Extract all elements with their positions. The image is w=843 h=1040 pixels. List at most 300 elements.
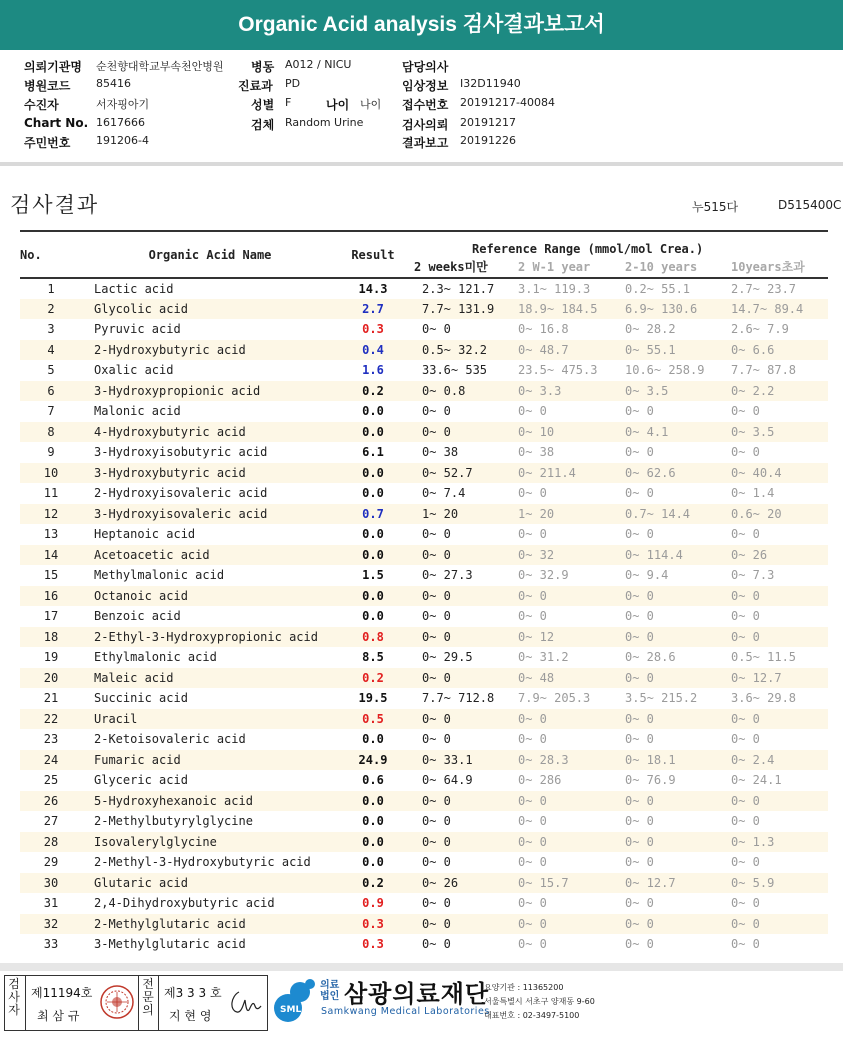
row-no: 7: [47, 404, 55, 419]
row-ref-2w-1y: 1~ 20: [518, 506, 555, 521]
row-result: 19.5: [358, 691, 388, 706]
row-ref-2weeks: 0~ 38: [422, 445, 459, 460]
row-result: 0.0: [362, 547, 384, 562]
row-name: 2-Methylglutaric acid: [94, 916, 246, 931]
sig-divider-2: [138, 976, 139, 1030]
row-ref-2-10y: 10.6~ 258.9: [625, 363, 705, 378]
row-result: 0.9: [362, 896, 384, 911]
row-no: 8: [47, 424, 55, 439]
row-no: 17: [43, 609, 59, 624]
table-row: [20, 791, 828, 812]
row-ref-2w-1y: 0~ 0: [518, 486, 547, 501]
chart-no-value: 1617666: [96, 116, 145, 129]
table-row: [20, 688, 828, 709]
row-result: 8.5: [362, 650, 384, 665]
row-ref-2weeks: 0~ 0: [422, 609, 451, 624]
row-ref-2weeks: 0~ 0: [422, 404, 451, 419]
row-result: 0.0: [362, 609, 384, 624]
row-result: 24.9: [358, 752, 388, 767]
row-no: 6: [47, 383, 55, 398]
examiner-label: 검사자: [8, 977, 20, 1017]
row-ref-2w-1y: 0~ 0: [518, 937, 547, 952]
row-ref-2weeks: 33.6~ 535: [422, 363, 488, 378]
row-ref-2weeks: 0~ 26: [422, 875, 459, 890]
row-ref-10y-plus: 7.7~ 87.8: [731, 363, 797, 378]
row-ref-2-10y: 0~ 28.2: [625, 322, 676, 337]
row-name: Malonic acid: [94, 404, 181, 419]
row-result: 0.8: [362, 629, 384, 644]
row-no: 18: [43, 629, 59, 644]
row-result: 0.3: [362, 937, 384, 952]
row-name: Uracil: [94, 711, 138, 726]
row-ref-10y-plus: 0~ 0: [731, 937, 760, 952]
row-ref-10y-plus: 0~ 0: [731, 404, 760, 419]
row-no: 1: [47, 281, 55, 296]
lab-address: 서울특별시 서초구 양재동 9-60: [484, 997, 595, 1006]
table-row: [20, 381, 828, 402]
lab-logo-icon: [272, 974, 322, 1026]
row-ref-2-10y: 0~ 0: [625, 855, 654, 870]
hospital-code-label: 병원코드: [24, 79, 71, 93]
row-no: 11: [43, 486, 59, 501]
institution-label: 의뢰기관명: [24, 60, 82, 74]
row-no: 28: [43, 834, 59, 849]
row-result: 0.0: [362, 486, 384, 501]
row-result: 1.5: [362, 568, 384, 583]
row-name: Isovalerylglycine: [94, 834, 217, 849]
row-name: 2-Hydroxyisovaleric acid: [94, 486, 268, 501]
row-no: 21: [43, 691, 59, 706]
row-no: 3: [47, 322, 55, 337]
row-result: 0.0: [362, 814, 384, 829]
table-row: [20, 729, 828, 750]
row-ref-2w-1y: 0~ 48: [518, 670, 555, 685]
receipt-no-label: 접수번호: [402, 98, 449, 112]
row-ref-2weeks: 0~ 52.7: [422, 465, 473, 480]
table-row: [20, 319, 828, 340]
table-row: [20, 278, 828, 299]
row-ref-2weeks: 2.3~ 121.7: [422, 281, 495, 296]
row-ref-10y-plus: 0~ 2.4: [731, 752, 775, 767]
table-row: [20, 647, 828, 668]
report-title: Organic Acid analysis 검사결과보고서: [0, 0, 843, 50]
row-ref-2weeks: 0~ 27.3: [422, 568, 473, 583]
table-row: [20, 709, 828, 730]
row-ref-2weeks: 0~ 0: [422, 814, 451, 829]
col-header-ref-2-10y: 2-10 years: [615, 256, 721, 278]
row-name: Benzoic acid: [94, 609, 181, 624]
row-ref-2w-1y: 0~ 38: [518, 445, 555, 460]
row-no: 33: [43, 937, 59, 952]
row-name: 3-Hydroxyisobutyric acid: [94, 445, 268, 460]
row-ref-2-10y: 0~ 0: [625, 445, 654, 460]
col-header-ref-10y-plus: 10years초과: [721, 256, 828, 278]
row-ref-2weeks: 0~ 0: [422, 629, 451, 644]
col-header-reference-range: Reference Range (mmol/mol Crea.): [472, 242, 704, 256]
row-no: 23: [43, 732, 59, 747]
col-header-ref-2weeks: 2 weeks미만: [408, 256, 508, 278]
row-ref-2w-1y: 0~ 12: [518, 629, 555, 644]
row-no: 4: [47, 342, 55, 357]
row-ref-10y-plus: 0~ 5.9: [731, 875, 775, 890]
row-ref-2w-1y: 18.9~ 184.5: [518, 301, 598, 316]
row-result: 2.7: [362, 301, 384, 316]
table-row: [20, 852, 828, 873]
row-ref-10y-plus: 0~ 26: [731, 547, 768, 562]
table-row: [20, 770, 828, 791]
lab-english-name: Samkwang Medical Laboratories: [321, 1006, 490, 1017]
row-ref-2-10y: 0~ 0: [625, 937, 654, 952]
row-ref-2-10y: 0~ 55.1: [625, 342, 676, 357]
row-ref-2-10y: 0~ 0: [625, 732, 654, 747]
row-ref-2weeks: 0~ 29.5: [422, 650, 473, 665]
chart-no-label: Chart No.: [24, 116, 89, 130]
row-ref-2weeks: 0~ 0: [422, 670, 451, 685]
row-name: Maleic acid: [94, 670, 174, 685]
row-ref-2weeks: 0~ 0: [422, 896, 451, 911]
row-result: 0.7: [362, 506, 384, 521]
row-ref-10y-plus: 0~ 0: [731, 445, 760, 460]
row-ref-2-10y: 0~ 0: [625, 588, 654, 603]
row-ref-2w-1y: 0~ 0: [518, 896, 547, 911]
department-label: 진료과: [238, 79, 273, 93]
row-ref-2-10y: 0~ 0: [625, 609, 654, 624]
col-header-no: No.: [20, 231, 82, 278]
info-divider: [0, 162, 843, 166]
row-result: 6.1: [362, 445, 384, 460]
row-ref-2w-1y: 0~ 31.2: [518, 650, 569, 665]
row-ref-2w-1y: 0~ 15.7: [518, 875, 569, 890]
row-ref-10y-plus: 2.6~ 7.9: [731, 322, 789, 337]
row-ref-10y-plus: 0~ 0: [731, 916, 760, 931]
row-ref-2w-1y: 0~ 32: [518, 547, 555, 562]
row-ref-10y-plus: 0~ 0: [731, 855, 760, 870]
table-row: [20, 586, 828, 607]
row-result: 0.5: [362, 711, 384, 726]
row-no: 30: [43, 875, 59, 890]
signature-box: [4, 975, 268, 1031]
table-row: [20, 893, 828, 914]
resident-no-value: 191206-4: [96, 134, 149, 147]
row-ref-2-10y: 0~ 3.5: [625, 383, 669, 398]
row-ref-2w-1y: 0~ 16.8: [518, 322, 569, 337]
table-row: [20, 750, 828, 771]
row-ref-2w-1y: 7.9~ 205.3: [518, 691, 591, 706]
row-result: 0.2: [362, 670, 384, 685]
row-ref-2w-1y: 0~ 3.3: [518, 383, 562, 398]
recipient-value: 서자핑아기: [96, 98, 150, 111]
resident-no-label: 주민번호: [24, 136, 71, 150]
row-ref-2w-1y: 0~ 28.3: [518, 752, 569, 767]
row-result: 0.0: [362, 588, 384, 603]
report-date-value: 20191226: [460, 134, 516, 147]
row-no: 5: [47, 363, 55, 378]
row-ref-2weeks: 0~ 0: [422, 732, 451, 747]
row-name: 2-Ketoisovaleric acid: [94, 732, 246, 747]
row-ref-10y-plus: 0.6~ 20: [731, 506, 782, 521]
row-no: 9: [47, 445, 55, 460]
row-ref-2-10y: 0~ 0: [625, 793, 654, 808]
row-ref-2-10y: 0~ 28.6: [625, 650, 676, 665]
row-ref-2-10y: 0~ 0: [625, 896, 654, 911]
table-row: [20, 914, 828, 935]
row-no: 13: [43, 527, 59, 542]
table-row: [20, 873, 828, 894]
row-ref-2-10y: 0~ 0: [625, 711, 654, 726]
row-ref-2weeks: 0~ 0: [422, 834, 451, 849]
specialist-name: 지 현 영: [169, 1009, 212, 1023]
row-name: Pyruvic acid: [94, 322, 181, 337]
row-name: Methylmalonic acid: [94, 568, 225, 583]
row-result: 0.3: [362, 916, 384, 931]
row-result: 0.0: [362, 465, 384, 480]
row-ref-10y-plus: 0~ 0: [731, 527, 760, 542]
row-ref-10y-plus: 0~ 0: [731, 814, 760, 829]
request-date-label: 검사의뢰: [402, 118, 449, 132]
row-ref-2w-1y: 0~ 32.9: [518, 568, 569, 583]
row-ref-10y-plus: 0~ 0: [731, 793, 760, 808]
row-ref-10y-plus: 0~ 0: [731, 896, 760, 911]
row-ref-2weeks: 7.7~ 712.8: [422, 691, 495, 706]
table-row: [20, 360, 828, 381]
row-result: 0.2: [362, 875, 384, 890]
age-value: 나이: [360, 98, 382, 111]
row-no: 14: [43, 547, 59, 562]
row-ref-2-10y: 0~ 0: [625, 814, 654, 829]
row-name: Heptanoic acid: [94, 527, 196, 542]
row-ref-10y-plus: 0~ 24.1: [731, 773, 782, 788]
row-name: Fumaric acid: [94, 752, 181, 767]
row-ref-2weeks: 0.5~ 32.2: [422, 342, 488, 357]
row-ref-10y-plus: 0~ 0: [731, 588, 760, 603]
row-no: 29: [43, 855, 59, 870]
row-name: 3-Hydroxybutyric acid: [94, 465, 246, 480]
row-result: 1.6: [362, 363, 384, 378]
row-name: 4-Hydroxybutyric acid: [94, 424, 246, 439]
row-ref-2-10y: 0~ 0: [625, 916, 654, 931]
results-section-title: 검사결과: [10, 193, 100, 217]
row-result: 0.0: [362, 855, 384, 870]
col-header-result: Result: [338, 231, 408, 278]
row-ref-2weeks: 0~ 0: [422, 527, 451, 542]
row-no: 22: [43, 711, 59, 726]
row-name: Glycolic acid: [94, 301, 188, 316]
row-name: Oxalic acid: [94, 363, 174, 378]
row-ref-10y-plus: 0~ 2.2: [731, 383, 775, 398]
row-name: Succinic acid: [94, 691, 188, 706]
row-ref-2weeks: 0~ 0: [422, 793, 451, 808]
row-ref-2weeks: 0~ 7.4: [422, 486, 466, 501]
row-ref-10y-plus: 0~ 3.5: [731, 424, 775, 439]
row-name: Ethylmalonic acid: [94, 650, 217, 665]
row-ref-2w-1y: 0~ 211.4: [518, 465, 576, 480]
specimen-label: 검체: [251, 118, 275, 132]
table-row: [20, 811, 828, 832]
row-ref-2w-1y: 0~ 10: [518, 424, 555, 439]
row-name: Octanoic acid: [94, 588, 188, 603]
row-ref-10y-plus: 0~ 40.4: [731, 465, 782, 480]
row-name: 2-Ethyl-3-Hydroxypropionic acid: [94, 629, 318, 644]
examiner-license: 제11194호: [31, 986, 93, 1000]
request-date-value: 20191217: [460, 116, 516, 129]
col-header-ref-2w-1y: 2 W-1 year: [508, 256, 615, 278]
row-ref-2w-1y: 0~ 0: [518, 834, 547, 849]
row-ref-2w-1y: 0~ 0: [518, 711, 547, 726]
row-ref-2weeks: 0~ 0: [422, 855, 451, 870]
row-ref-2w-1y: 0~ 0: [518, 527, 547, 542]
row-name: 3-Hydroxypropionic acid: [94, 383, 261, 398]
row-no: 10: [43, 465, 59, 480]
table-row: [20, 668, 828, 689]
row-ref-10y-plus: 0~ 0: [731, 732, 760, 747]
test-code: D515400C: [778, 198, 842, 212]
row-ref-2weeks: 0~ 0: [422, 547, 451, 562]
row-name: Glutaric acid: [94, 875, 188, 890]
row-ref-10y-plus: 0~ 6.6: [731, 342, 775, 357]
row-ref-10y-plus: 0~ 1.4: [731, 486, 775, 501]
row-ref-2weeks: 0~ 0: [422, 322, 451, 337]
row-ref-2w-1y: 0~ 0: [518, 916, 547, 931]
department-value: PD: [285, 77, 301, 90]
row-no: 19: [43, 650, 59, 665]
row-ref-2weeks: 7.7~ 131.9: [422, 301, 495, 316]
sig-divider-3: [158, 976, 159, 1030]
recipient-label: 수진자: [24, 98, 59, 112]
results-table: [20, 230, 828, 955]
row-result: 0.0: [362, 732, 384, 747]
row-ref-2-10y: 0~ 114.4: [625, 547, 683, 562]
row-ref-2weeks: 0~ 0: [422, 916, 451, 931]
sig-divider: [25, 976, 26, 1030]
row-ref-2-10y: 6.9~ 130.6: [625, 301, 698, 316]
hospital-code-value: 85416: [96, 77, 131, 90]
row-no: 27: [43, 814, 59, 829]
col-header-name: Organic Acid Name: [82, 231, 338, 278]
row-ref-10y-plus: 14.7~ 89.4: [731, 301, 804, 316]
row-ref-2w-1y: 0~ 48.7: [518, 342, 569, 357]
examiner-name: 최 삼 규: [37, 1009, 80, 1023]
row-ref-10y-plus: 3.6~ 29.8: [731, 691, 797, 706]
lab-code: 요양기관 : 11365200: [484, 983, 564, 992]
table-row: [20, 442, 828, 463]
row-name: 2,4-Dihydroxybutyric acid: [94, 896, 275, 911]
table-row: [20, 565, 828, 586]
row-result: 0.2: [362, 383, 384, 398]
row-name: Lactic acid: [94, 281, 174, 296]
row-ref-10y-plus: 0~ 0: [731, 609, 760, 624]
row-ref-2-10y: 0~ 0: [625, 404, 654, 419]
table-row: [20, 545, 828, 566]
row-ref-2w-1y: 0~ 286: [518, 773, 562, 788]
row-name: 5-Hydroxyhexanoic acid: [94, 793, 253, 808]
row-ref-2w-1y: 3.1~ 119.3: [518, 281, 591, 296]
specialist-license: 제3 3 3 호: [164, 986, 222, 1000]
table-row: [20, 401, 828, 422]
table-row: [20, 483, 828, 504]
row-ref-2w-1y: 0~ 0: [518, 609, 547, 624]
row-ref-10y-plus: 0~ 7.3: [731, 568, 775, 583]
table-row: [20, 934, 828, 955]
row-ref-2-10y: 0~ 4.1: [625, 424, 669, 439]
row-ref-2weeks: 0~ 0: [422, 937, 451, 952]
row-name: 3-Methylglutaric acid: [94, 937, 246, 952]
row-ref-2-10y: 0.2~ 55.1: [625, 281, 691, 296]
signature-icon: [227, 986, 263, 1020]
row-name: 2-Methyl-3-Hydroxybutyric acid: [94, 855, 311, 870]
receipt-no-value: 20191217-40084: [460, 96, 555, 109]
table-row: [20, 340, 828, 361]
table-row: [20, 606, 828, 627]
row-ref-2-10y: 0.7~ 14.4: [625, 506, 691, 521]
ward-value: A012 / NICU: [285, 58, 352, 71]
seal-stamp-icon: [99, 984, 135, 1020]
row-no: 16: [43, 588, 59, 603]
row-ref-2w-1y: 0~ 0: [518, 814, 547, 829]
clinical-info-value: I32D11940: [460, 77, 521, 90]
row-ref-2-10y: 0~ 9.4: [625, 568, 669, 583]
row-ref-2weeks: 0~ 64.9: [422, 773, 473, 788]
row-ref-2w-1y: 23.5~ 475.3: [518, 363, 598, 378]
specialist-label: 전문의: [142, 977, 154, 1017]
row-result: 14.3: [358, 281, 388, 296]
table-row: [20, 524, 828, 545]
doctor-label: 담당의사: [402, 60, 449, 74]
row-ref-2-10y: 0~ 0: [625, 486, 654, 501]
row-name: 3-Hydroxyisovaleric acid: [94, 506, 268, 521]
row-no: 32: [43, 916, 59, 931]
report-date-label: 결과보고: [402, 136, 449, 150]
row-ref-2-10y: 0~ 76.9: [625, 773, 676, 788]
row-ref-2weeks: 0~ 0.8: [422, 383, 466, 398]
age-label: 나이: [326, 98, 350, 112]
row-result: 0.0: [362, 527, 384, 542]
row-ref-10y-plus: 0.5~ 11.5: [731, 650, 797, 665]
row-name: 2-Methylbutyrylglycine: [94, 814, 253, 829]
lab-phone: 대표번호 : 02-3497-5100: [484, 1011, 580, 1020]
row-no: 25: [43, 773, 59, 788]
row-ref-2w-1y: 0~ 0: [518, 793, 547, 808]
row-result: 0.6: [362, 773, 384, 788]
row-result: 0.0: [362, 793, 384, 808]
row-no: 20: [43, 670, 59, 685]
row-ref-2-10y: 0~ 18.1: [625, 752, 676, 767]
row-no: 24: [43, 752, 59, 767]
row-result: 0.4: [362, 342, 384, 357]
row-ref-10y-plus: 0~ 1.3: [731, 834, 775, 849]
row-ref-10y-plus: 0~ 0: [731, 711, 760, 726]
row-result: 0.0: [362, 834, 384, 849]
row-ref-2weeks: 0~ 33.1: [422, 752, 473, 767]
row-ref-2w-1y: 0~ 0: [518, 404, 547, 419]
table-row: [20, 627, 828, 648]
row-no: 2: [47, 301, 55, 316]
lab-name: 삼광의료재단: [344, 980, 490, 1008]
row-result: 0.3: [362, 322, 384, 337]
row-ref-2-10y: 0~ 0: [625, 670, 654, 685]
row-ref-2-10y: 0~ 0: [625, 834, 654, 849]
row-ref-2weeks: 1~ 20: [422, 506, 459, 521]
specimen-value: Random Urine: [285, 116, 364, 129]
test-code-korean: 누515다: [692, 200, 739, 214]
row-ref-2weeks: 0~ 0: [422, 424, 451, 439]
table-row: [20, 299, 828, 320]
row-ref-2-10y: 3.5~ 215.2: [625, 691, 698, 706]
row-no: 31: [43, 896, 59, 911]
row-no: 26: [43, 793, 59, 808]
table-row: [20, 504, 828, 525]
row-ref-10y-plus: 0~ 0: [731, 629, 760, 644]
row-ref-2weeks: 0~ 0: [422, 711, 451, 726]
